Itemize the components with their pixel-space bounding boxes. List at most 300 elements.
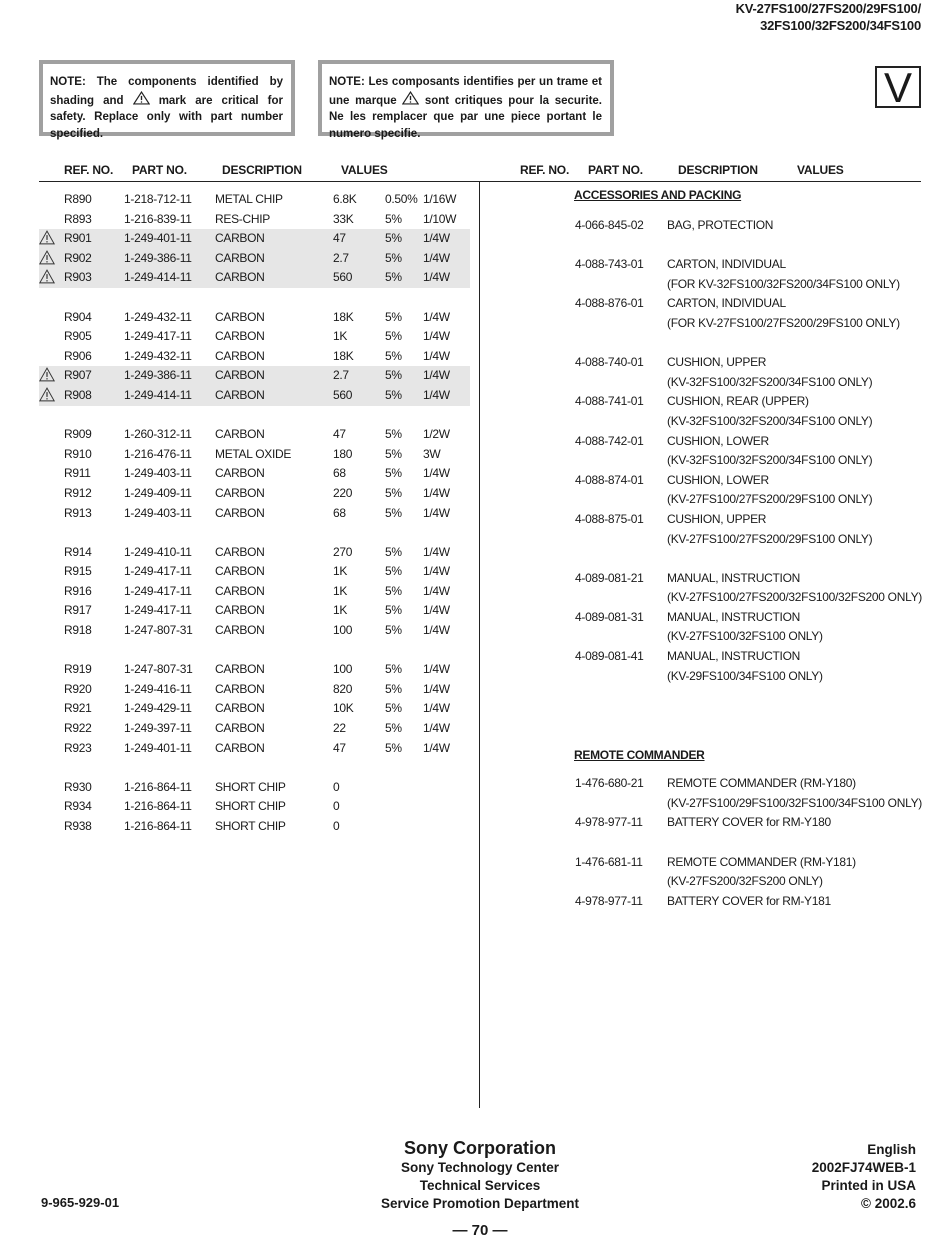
page-number: — 70 — [452, 1222, 508, 1239]
part-no-cell: 4-089-081-31 [575, 609, 644, 624]
value-cell: 220 [333, 485, 353, 500]
tolerance-cell: 5% [385, 250, 402, 265]
value-cell: 0 [333, 799, 340, 814]
table-row [39, 562, 470, 582]
note-en-text-2: mark are critical for safety. Replace only with part number specified. [50, 94, 284, 140]
value-cell: 0 [333, 819, 340, 833]
ref-cell: R922 [64, 721, 92, 736]
part-no-cell: 1-249-417-11 [124, 564, 192, 579]
part-no-cell: 1-216-864-11 [124, 799, 192, 814]
description-cell: (FOR KV-27FS100/27FS200/29FS100 ONLY) [667, 315, 900, 330]
value-cell: 1K [333, 583, 348, 598]
table-row [39, 386, 470, 406]
description-cell: CARBON [215, 466, 265, 481]
description-cell: CARBON [215, 270, 265, 285]
ref-cell: R890 [64, 192, 92, 206]
part-no-cell: 1-249-417-11 [124, 329, 192, 344]
table-row [39, 210, 470, 230]
ref-cell: R934 [64, 799, 92, 814]
ref-cell: R918 [64, 623, 92, 638]
table-gap [39, 523, 470, 543]
header-values-left: VALUES [341, 163, 388, 177]
description-cell: CARBON [215, 309, 265, 324]
part-no-cell: 4-088-874-01 [575, 472, 644, 487]
description-cell: CARBON [215, 387, 265, 402]
ref-cell: R907 [64, 368, 92, 383]
description-cell: CUSHION, REAR (UPPER) [667, 394, 809, 409]
wattage-cell: 1/4W [423, 740, 450, 755]
safety-note-french [318, 60, 614, 140]
value-cell: 0 [333, 779, 340, 794]
description-cell: MANUAL, INSTRUCTION [667, 570, 800, 585]
description-cell: CUSHION, UPPER [667, 355, 767, 370]
description-cell: SHORT CHIP [215, 819, 286, 833]
list-item [574, 588, 924, 608]
tolerance-cell: 5% [385, 348, 402, 363]
part-no-cell: 1-249-386-11 [124, 368, 192, 383]
table-row [39, 543, 470, 563]
wattage-cell: 1/4W [423, 387, 450, 402]
wattage-cell: 1/4W [423, 662, 450, 677]
list-item [574, 647, 924, 667]
list-item [574, 490, 924, 510]
description-cell: (KV-32FS100/32FS200/34FS100 ONLY) [667, 413, 873, 428]
list-item [574, 667, 924, 687]
table-row [39, 621, 470, 641]
ref-cell: R909 [64, 427, 92, 442]
value-cell: 47 [333, 231, 346, 246]
wattage-cell: 1/4W [423, 329, 450, 344]
company-name: Sony Corporation [404, 1138, 556, 1158]
description-cell: CARBON [215, 701, 265, 716]
description-cell: CARBON [215, 740, 265, 755]
remote-commander-title: REMOTE COMMANDER [574, 748, 705, 763]
ref-cell: R930 [64, 779, 92, 794]
table-row [39, 739, 470, 759]
model-line-2: 32FS100/32FS200/34FS100 [760, 18, 921, 33]
part-no-cell: 4-088-875-01 [575, 511, 644, 526]
note-fr-prefix: NOTE: [329, 76, 365, 88]
value-cell: 560 [333, 270, 353, 285]
description-cell: CARBON [215, 329, 265, 344]
part-no-cell: 1-216-476-11 [124, 446, 192, 461]
table-row [39, 719, 470, 739]
ref-cell: R915 [64, 564, 92, 579]
list-item [574, 412, 924, 432]
description-cell: CARBON [215, 583, 265, 598]
description-cell: CARBON [215, 544, 265, 559]
value-cell: 100 [333, 662, 353, 677]
ref-cell: R923 [64, 740, 92, 755]
wattage-cell: 1/4W [423, 270, 450, 285]
ref-cell: R914 [64, 544, 92, 559]
table-row [39, 797, 470, 817]
table-row [39, 190, 470, 210]
warning-triangle-icon [39, 230, 55, 248]
description-cell: CARBON [215, 623, 265, 638]
ref-cell: R904 [64, 309, 92, 324]
value-cell: 68 [333, 505, 346, 520]
ref-cell: R912 [64, 485, 92, 500]
description-cell: BATTERY COVER for RM-Y180 [667, 815, 831, 830]
ref-cell: R916 [64, 583, 92, 598]
value-cell: 270 [333, 544, 353, 559]
description-cell: (KV-27FS100/32FS100 ONLY) [667, 629, 823, 644]
description-cell: CUSHION, LOWER [667, 472, 769, 487]
note-en-text-1: The components identified by shading and [50, 76, 283, 107]
wattage-cell: 1/4W [423, 505, 450, 520]
description-cell: CARBON [215, 348, 265, 363]
value-cell: 47 [333, 427, 346, 442]
ref-cell: R938 [64, 819, 92, 833]
part-no-cell: 1-249-414-11 [124, 387, 192, 402]
value-cell: 2.7 [333, 368, 349, 383]
parts-table [39, 190, 470, 837]
value-cell: 1K [333, 564, 348, 579]
table-row [39, 582, 470, 602]
list-item [574, 813, 924, 833]
ref-cell: R910 [64, 446, 92, 461]
part-no-cell: 4-978-977-11 [575, 815, 643, 830]
header-ref-no-left: REF. NO. [64, 163, 114, 177]
value-cell: 180 [333, 446, 353, 461]
description-cell: CARBON [215, 231, 265, 246]
description-cell: CARBON [215, 250, 265, 265]
footer-code: 2002FJ74WEB-1 [811, 1160, 916, 1175]
table-row [39, 817, 470, 837]
safety-note-english [39, 60, 295, 140]
tolerance-cell: 5% [385, 623, 402, 638]
wattage-cell: 1/4W [423, 466, 450, 481]
list-item [574, 510, 924, 530]
wattage-cell: 1/4W [423, 681, 450, 696]
wattage-cell: 1/10W [423, 211, 457, 226]
part-no-cell: 1-476-680-21 [575, 776, 644, 791]
ref-cell: R921 [64, 701, 92, 716]
description-cell: CARTON, INDIVIDUAL [667, 257, 786, 272]
table-row [39, 778, 470, 798]
list-item [574, 353, 924, 373]
wattage-cell: 1/4W [423, 544, 450, 559]
note-fr-text-2: sont critiques pour la securite. Ne les remplacer que par une piece portant le numero specifie. [329, 94, 602, 140]
footer-copyright: © 2002.6 [861, 1196, 916, 1211]
table-row [39, 366, 470, 386]
list-gap [574, 833, 924, 853]
remote-commander-list [574, 774, 924, 911]
tolerance-cell: 5% [385, 544, 402, 559]
table-row [39, 425, 470, 445]
wattage-cell: 1/4W [423, 309, 450, 324]
wattage-cell: 3W [423, 446, 441, 461]
description-cell: CARBON [215, 505, 265, 520]
tolerance-cell: 5% [385, 211, 402, 226]
table-row [39, 327, 470, 347]
part-no-cell: 1-260-312-11 [124, 427, 192, 442]
value-cell: 10K [333, 701, 354, 716]
part-no-cell: 1-249-401-11 [124, 740, 192, 755]
part-no-cell: 1-249-397-11 [124, 721, 192, 736]
part-no-cell: 1-476-681-11 [575, 854, 643, 869]
table-row [39, 464, 470, 484]
tolerance-cell: 5% [385, 701, 402, 716]
value-cell: 68 [333, 466, 346, 481]
document-number: 9-965-929-01 [41, 1195, 120, 1210]
part-no-cell: 1-249-429-11 [124, 701, 192, 716]
part-no-cell: 1-249-417-11 [124, 603, 192, 618]
table-row [39, 308, 470, 328]
value-cell: 100 [333, 623, 353, 638]
list-gap [574, 549, 924, 569]
description-cell: CARBON [215, 603, 265, 618]
wattage-cell: 1/4W [423, 603, 450, 618]
section-badge: V [875, 66, 921, 108]
description-cell: MANUAL, INSTRUCTION [667, 649, 800, 664]
wattage-cell: 1/2W [423, 427, 450, 442]
part-no-cell: 1-247-807-31 [124, 662, 193, 677]
tolerance-cell: 5% [385, 721, 402, 736]
ref-cell: R905 [64, 329, 92, 344]
header-ref-no-right: REF. NO. [520, 163, 570, 177]
part-no-cell: 1-249-416-11 [124, 681, 192, 696]
list-gap [574, 236, 924, 256]
description-cell: BATTERY COVER for RM-Y181 [667, 893, 831, 908]
ref-cell: R919 [64, 662, 92, 677]
table-gap [39, 406, 470, 426]
description-cell: METAL OXIDE [215, 446, 292, 461]
value-cell: 6.8K [333, 192, 357, 206]
tolerance-cell: 5% [385, 662, 402, 677]
ref-cell: R901 [64, 231, 92, 246]
description-cell: CARTON, INDIVIDUAL [667, 296, 786, 311]
warning-triangle-icon [402, 91, 419, 105]
note-fr-text-1: Les composants identifies per un trame et une marque [329, 76, 602, 107]
value-cell: 47 [333, 740, 346, 755]
value-cell: 22 [333, 721, 346, 736]
ref-cell: R893 [64, 211, 92, 226]
description-cell: CARBON [215, 368, 265, 383]
warning-triangle-icon [39, 387, 55, 405]
table-row [39, 601, 470, 621]
footer-language: English [867, 1142, 916, 1157]
accessories-list [574, 216, 924, 686]
list-item [574, 853, 924, 873]
part-no-cell: 4-088-876-01 [575, 296, 644, 311]
tolerance-cell: 5% [385, 505, 402, 520]
table-row [39, 699, 470, 719]
tolerance-cell: 5% [385, 231, 402, 246]
header-description-left: DESCRIPTION [222, 163, 302, 177]
tolerance-cell: 5% [385, 564, 402, 579]
warning-triangle-icon [39, 367, 55, 385]
part-no-cell: 1-249-414-11 [124, 270, 192, 285]
part-no-cell: 4-088-742-01 [575, 433, 644, 448]
description-cell: CARBON [215, 662, 265, 677]
part-no-cell: 4-088-740-01 [575, 355, 644, 370]
list-item [574, 432, 924, 452]
table-gap [39, 641, 470, 661]
wattage-cell: 1/4W [423, 623, 450, 638]
wattage-cell: 1/4W [423, 721, 450, 736]
footer-dept-1: Sony Technology Center [400, 1160, 560, 1175]
ref-cell: R920 [64, 681, 92, 696]
tolerance-cell: 5% [385, 329, 402, 344]
part-no-cell: 1-249-417-11 [124, 583, 192, 598]
part-no-cell: 1-249-401-11 [124, 231, 192, 246]
description-cell: METAL CHIP [215, 192, 283, 206]
tolerance-cell: 5% [385, 368, 402, 383]
list-item [574, 794, 924, 814]
header-rule [39, 181, 921, 182]
ref-cell: R913 [64, 505, 92, 520]
table-row [39, 268, 470, 288]
description-cell: MANUAL, INSTRUCTION [667, 609, 800, 624]
list-item [574, 216, 924, 236]
table-row [39, 445, 470, 465]
list-item [574, 530, 924, 550]
accessories-title: ACCESSORIES AND PACKING [574, 188, 742, 202]
description-cell: (KV-29FS100/34FS100 ONLY) [667, 668, 823, 683]
footer-right [812, 1141, 916, 1213]
tolerance-cell: 5% [385, 270, 402, 285]
table-row [39, 680, 470, 700]
list-item [574, 892, 924, 912]
footer-center [330, 1137, 630, 1213]
list-item [574, 471, 924, 491]
description-cell: CUSHION, UPPER [667, 511, 767, 526]
wattage-cell: 1/4W [423, 368, 450, 383]
table-gap [39, 288, 470, 308]
wattage-cell: 1/4W [423, 250, 450, 265]
list-item [574, 294, 924, 314]
part-no-cell: 1-249-403-11 [124, 505, 192, 520]
part-no-cell: 1-249-432-11 [124, 309, 192, 324]
part-no-cell: 4-089-081-41 [575, 649, 644, 664]
part-no-cell: 1-249-409-11 [124, 485, 192, 500]
value-cell: 2.7 [333, 250, 349, 265]
list-item [574, 627, 924, 647]
tolerance-cell: 5% [385, 309, 402, 324]
value-cell: 18K [333, 348, 354, 363]
description-cell: (KV-27FS100/27FS200/29FS100 ONLY) [667, 492, 873, 507]
value-cell: 1K [333, 603, 348, 618]
warning-triangle-icon [133, 91, 150, 105]
wattage-cell: 1/4W [423, 485, 450, 500]
description-cell: RES-CHIP [215, 211, 270, 226]
part-no-cell: 1-249-386-11 [124, 250, 192, 265]
header-description-right: DESCRIPTION [678, 163, 758, 177]
table-row [39, 484, 470, 504]
list-item [574, 872, 924, 892]
list-item [574, 373, 924, 393]
part-no-cell: 4-066-845-02 [575, 218, 644, 232]
ref-cell: R906 [64, 348, 92, 363]
description-cell: BAG, PROTECTION [667, 218, 774, 232]
description-cell: CARBON [215, 485, 265, 500]
ref-cell: R917 [64, 603, 92, 618]
note-en-prefix: NOTE: [50, 76, 86, 88]
description-cell: (KV-27FS100/29FS100/32FS100/34FS100 ONLY) [667, 795, 922, 810]
footer-dept-3: Service Promotion Department [380, 1196, 580, 1211]
warning-triangle-icon [39, 250, 55, 268]
description-cell: (KV-27FS200/32FS200 ONLY) [667, 874, 823, 889]
ref-cell: R902 [64, 250, 92, 265]
list-gap [574, 334, 924, 354]
description-cell: (KV-27FS100/27FS200/29FS100 ONLY) [667, 531, 873, 546]
tolerance-cell: 5% [385, 583, 402, 598]
part-no-cell: 4-978-977-11 [575, 893, 643, 908]
wattage-cell: 1/4W [423, 701, 450, 716]
header-part-no-right: PART NO. [588, 163, 643, 177]
part-no-cell: 1-216-839-11 [124, 211, 192, 226]
tolerance-cell: 0.50% [385, 192, 418, 206]
accessories-column [574, 188, 924, 911]
value-cell: 18K [333, 309, 354, 324]
description-cell: CARBON [215, 721, 265, 736]
tolerance-cell: 5% [385, 681, 402, 696]
description-cell: (KV-27FS100/27FS200/32FS100/32FS200 ONLY) [667, 590, 922, 605]
part-no-cell: 1-247-807-31 [124, 623, 193, 638]
part-no-cell: 4-089-081-21 [575, 570, 644, 585]
description-cell: CARBON [215, 427, 265, 442]
list-item [574, 275, 924, 295]
warning-triangle-icon [39, 269, 55, 287]
model-line-1: KV-27FS100/27FS200/29FS100/ [735, 1, 921, 16]
part-no-cell: 1-249-410-11 [124, 544, 192, 559]
part-no-cell: 4-088-741-01 [575, 394, 644, 409]
ref-cell: R903 [64, 270, 92, 285]
list-item [574, 314, 924, 334]
description-cell: SHORT CHIP [215, 799, 286, 814]
wattage-cell: 1/4W [423, 583, 450, 598]
wattage-cell: 1/4W [423, 564, 450, 579]
part-no-cell: 1-249-403-11 [124, 466, 192, 481]
list-item [574, 774, 924, 794]
footer-printed: Printed in USA [821, 1178, 916, 1193]
table-row [39, 660, 470, 680]
wattage-cell: 1/4W [423, 348, 450, 363]
list-item [574, 392, 924, 412]
description-cell: CARBON [215, 564, 265, 579]
description-cell: REMOTE COMMANDER (RM-Y180) [667, 776, 856, 791]
header-values-right: VALUES [797, 163, 844, 177]
ref-cell: R911 [64, 466, 91, 481]
description-cell: CARBON [215, 681, 265, 696]
tolerance-cell: 5% [385, 740, 402, 755]
table-row [39, 347, 470, 367]
list-item [574, 608, 924, 628]
table-gap [39, 758, 470, 778]
list-item [574, 255, 924, 275]
part-no-cell: 4-088-743-01 [575, 257, 644, 272]
description-cell: (FOR KV-32FS100/32FS200/34FS100 ONLY) [667, 276, 900, 291]
tolerance-cell: 5% [385, 603, 402, 618]
description-cell: CUSHION, LOWER [667, 433, 769, 448]
part-no-cell: 1-216-864-11 [124, 819, 192, 833]
tolerance-cell: 5% [385, 427, 402, 442]
value-cell: 33K [333, 211, 354, 226]
value-cell: 560 [333, 387, 353, 402]
description-cell: SHORT CHIP [215, 779, 286, 794]
header-part-no-left: PART NO. [132, 163, 187, 177]
description-cell: (KV-32FS100/32FS200/34FS100 ONLY) [667, 453, 873, 468]
tolerance-cell: 5% [385, 466, 402, 481]
part-no-cell: 1-249-432-11 [124, 348, 192, 363]
table-row [39, 249, 470, 269]
list-item [574, 569, 924, 589]
part-no-cell: 1-218-712-11 [124, 192, 192, 206]
footer-dept-2: Technical Services [419, 1178, 541, 1193]
part-no-cell: 1-216-864-11 [124, 779, 192, 794]
